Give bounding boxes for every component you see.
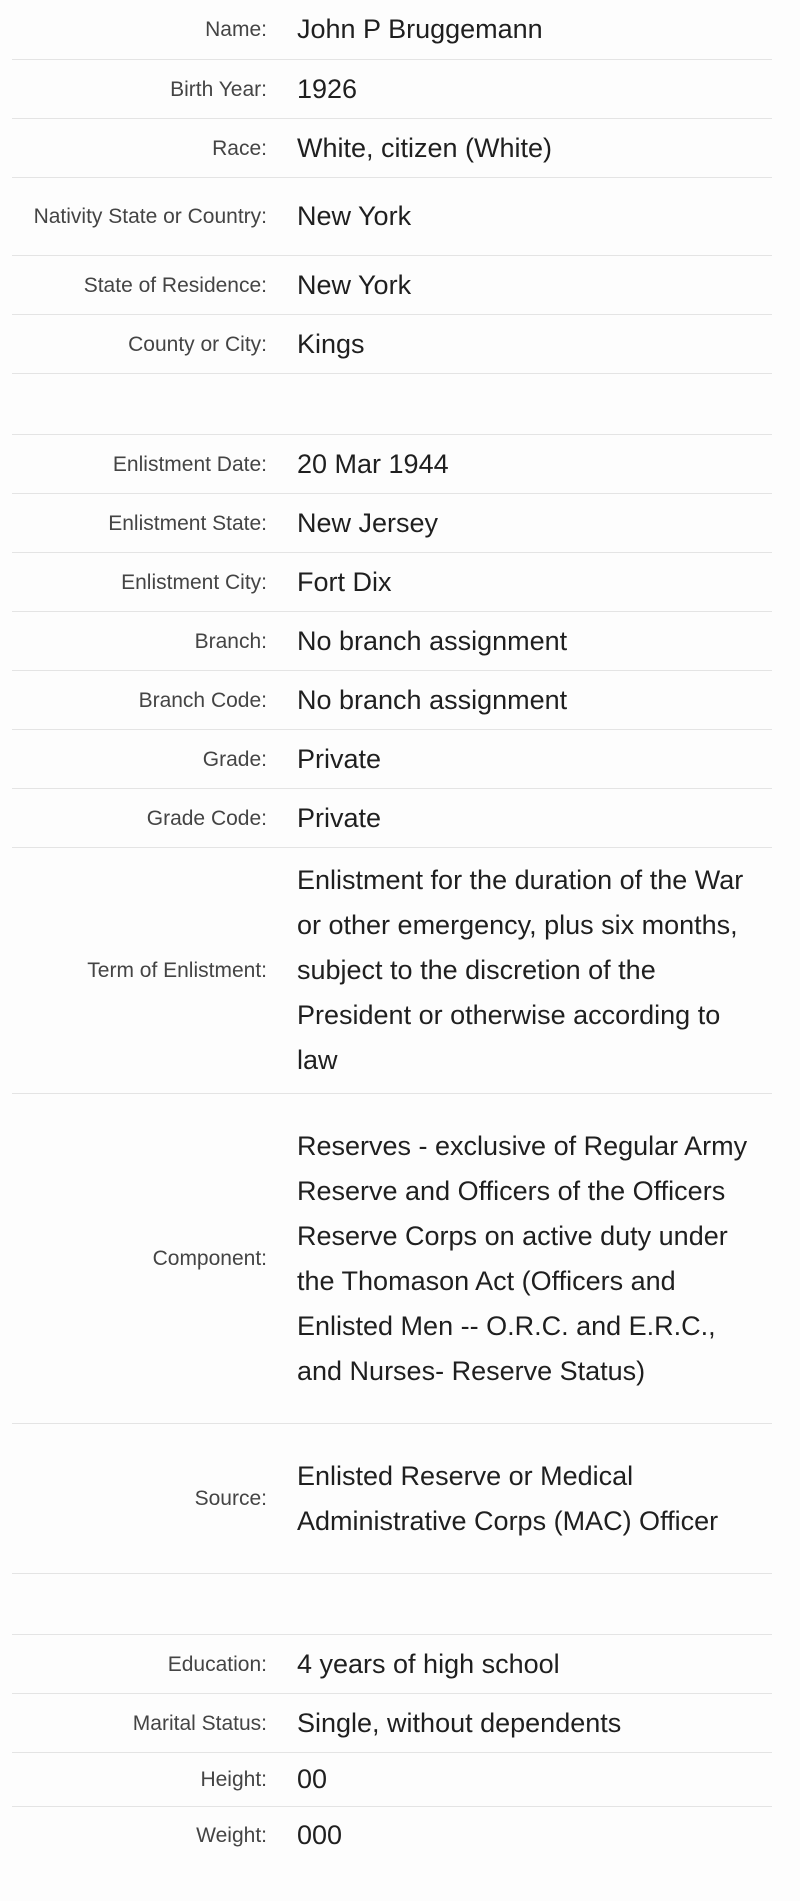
education-value: 4 years of high school xyxy=(297,1648,560,1679)
grade-code-label: Grade Code: xyxy=(146,806,267,830)
row-marital-status xyxy=(12,1694,772,1753)
grade-label: Grade: xyxy=(202,747,267,771)
education-label: Education: xyxy=(167,1652,267,1676)
nativity-value: New York xyxy=(297,201,412,231)
component-value: Reserves - exclusive of Regular Army Reserve and Officers of the Officers Reserve Corps on active duty under the Thomason Act (Officers and Enlisted Men -- O.R.C. and E.R.C., and Nurses- Reserve Status) xyxy=(297,1130,748,1386)
weight-label: Weight: xyxy=(196,1824,267,1847)
row-birth-year xyxy=(12,60,772,119)
race-label: Race: xyxy=(212,136,267,160)
branch-code-label: Branch Code: xyxy=(138,688,267,712)
branch-value: No branch assignment xyxy=(297,625,568,656)
row-source xyxy=(12,1424,772,1574)
height-value: 00 xyxy=(297,1764,328,1794)
height-label: Height: xyxy=(200,1768,267,1791)
grade-code-value: Private xyxy=(297,802,382,833)
component-label: Component: xyxy=(152,1247,267,1270)
name-value: John P Bruggemann xyxy=(297,14,543,44)
marital-status-value: Single, without dependents xyxy=(297,1707,622,1738)
term-label: Term of Enlistment: xyxy=(87,959,267,982)
row-weight xyxy=(12,1807,772,1864)
row-branch-code xyxy=(12,671,772,730)
term-value: Enlistment for the duration of the War or other emergency, plus six months, subject to the discretion of the President or otherwise according to law xyxy=(297,865,744,1075)
nativity-label: Nativity State or Country: xyxy=(33,205,267,228)
row-nativity xyxy=(12,178,772,256)
weight-value: 000 xyxy=(297,1820,343,1850)
enlistment-state-label: Enlistment State: xyxy=(108,511,267,535)
row-height xyxy=(12,1753,772,1807)
row-component xyxy=(12,1094,772,1424)
county-label: County or City: xyxy=(128,332,267,356)
birth-year-label: Birth Year: xyxy=(170,77,267,101)
name-label: Name: xyxy=(205,18,267,41)
row-name xyxy=(12,0,772,60)
row-grade-code xyxy=(12,789,772,848)
marital-status-label: Marital Status: xyxy=(132,1711,267,1735)
section-spacer xyxy=(12,374,772,435)
enlistment-date-value: 20 Mar 1944 xyxy=(297,448,449,479)
row-grade xyxy=(12,730,772,789)
row-race xyxy=(12,119,772,178)
enlistment-date-label: Enlistment Date: xyxy=(112,452,267,476)
residence-value: New York xyxy=(297,269,412,300)
source-value: Enlisted Reserve or Medical Administrative Corps (MAC) Officer xyxy=(297,1460,719,1536)
row-enlistment-city xyxy=(12,553,772,612)
grade-value: Private xyxy=(297,743,382,774)
birth-year-value: 1926 xyxy=(297,73,358,104)
residence-label: State of Residence: xyxy=(83,273,267,297)
row-enlistment-state xyxy=(12,494,772,553)
county-value: Kings xyxy=(297,328,365,359)
race-value: White, citizen (White) xyxy=(297,132,553,163)
enlistment-city-label: Enlistment City: xyxy=(121,570,267,594)
branch-code-value: No branch assignment xyxy=(297,684,568,715)
enlistment-state-value: New Jersey xyxy=(297,507,439,538)
row-term xyxy=(12,848,772,1094)
row-enlistment-date xyxy=(12,435,772,494)
source-label: Source: xyxy=(194,1487,267,1510)
section-spacer xyxy=(12,1574,772,1635)
row-residence xyxy=(12,256,772,315)
enlistment-city-value: Fort Dix xyxy=(297,566,392,597)
row-county xyxy=(12,315,772,374)
row-branch xyxy=(12,612,772,671)
branch-label: Branch: xyxy=(194,629,267,653)
row-education xyxy=(12,1635,772,1694)
